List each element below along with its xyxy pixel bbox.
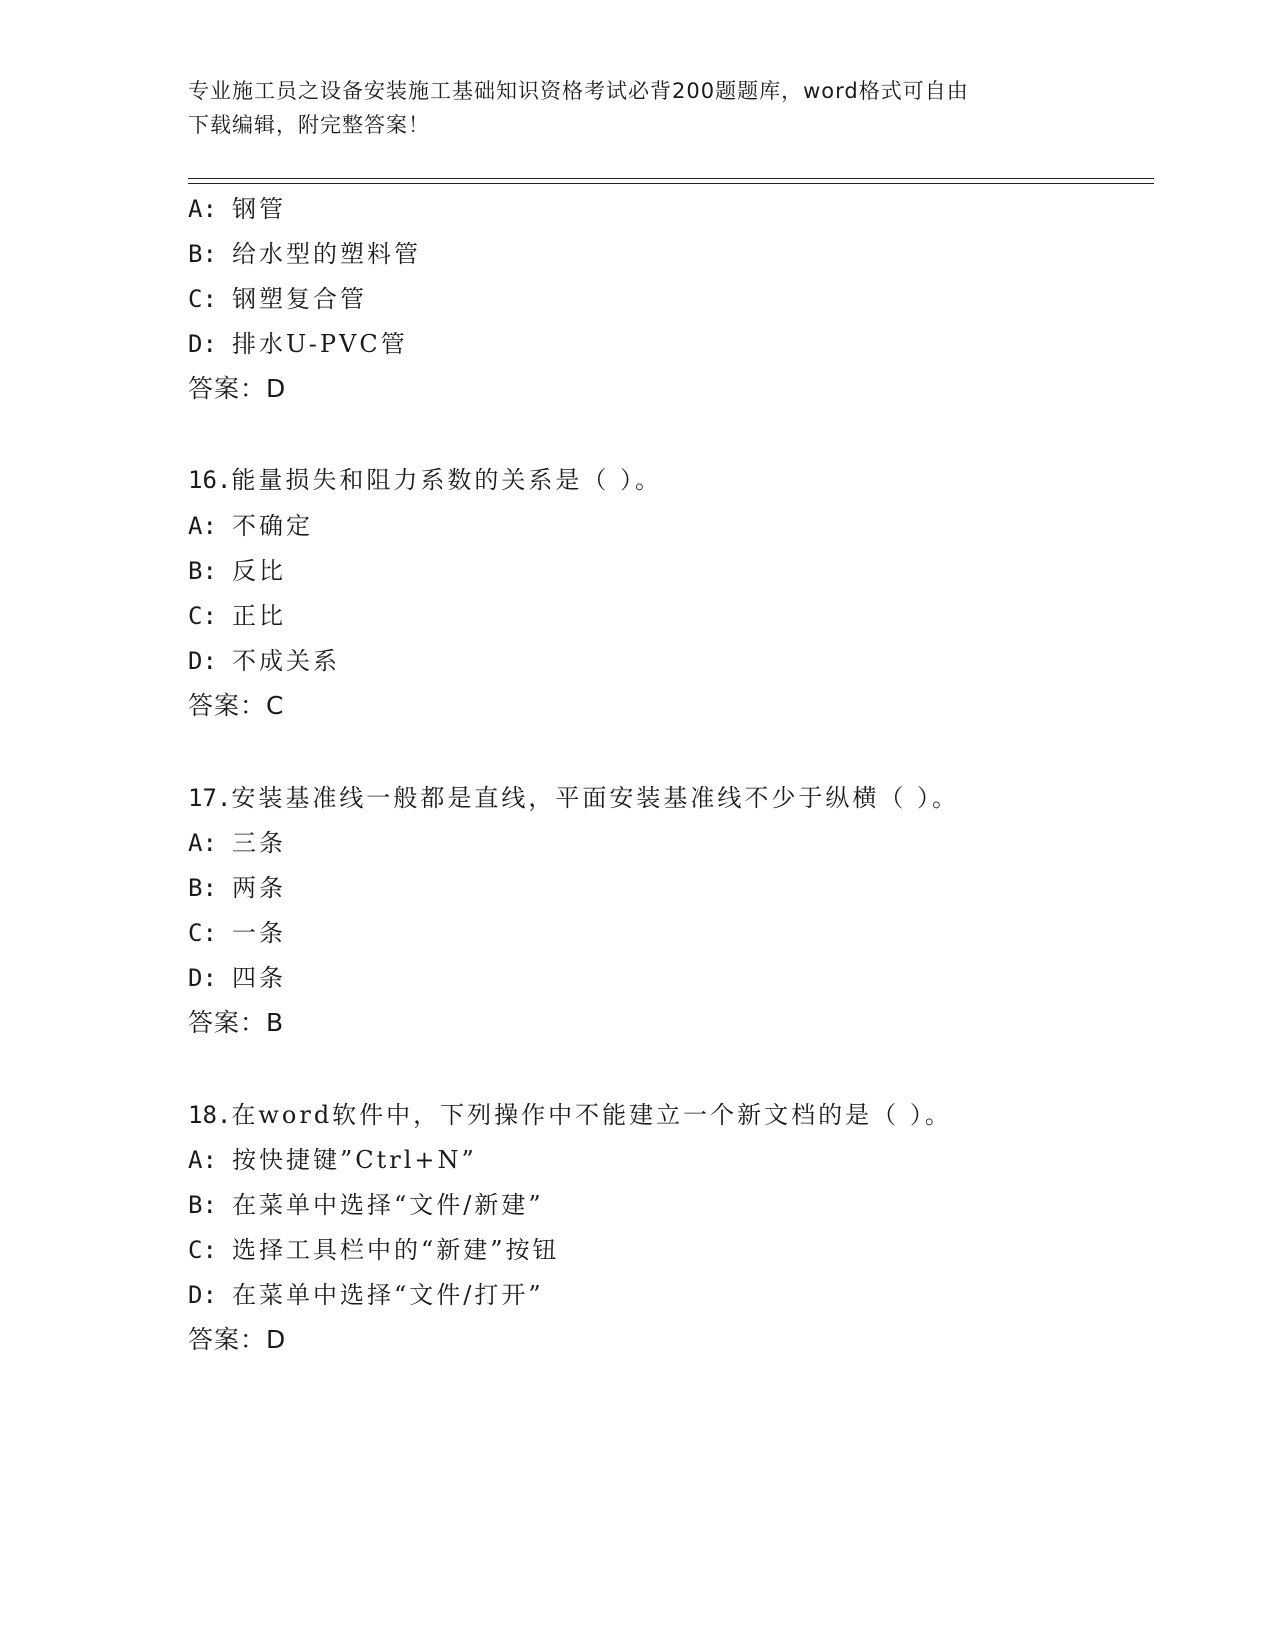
q16-answer: 答案：C bbox=[188, 691, 285, 720]
question-text: 安装基准线一般都是直线，平面安装基准线不少于纵横（ ）。 bbox=[231, 784, 959, 812]
option-label: A: bbox=[188, 195, 217, 223]
q16-option-a bbox=[188, 511, 313, 541]
option-text: 四条 bbox=[232, 964, 286, 992]
q16-option-c bbox=[188, 601, 286, 631]
option-label: B: bbox=[188, 1191, 217, 1219]
option-text: 选择工具栏中的“新建”按钮 bbox=[232, 1236, 560, 1264]
option-text: 不成关系 bbox=[232, 647, 340, 675]
option-text: 一条 bbox=[232, 919, 286, 947]
option-text: 在菜单中选择“文件/新建” bbox=[232, 1191, 544, 1219]
q18-option-c bbox=[188, 1235, 560, 1265]
option-text: 按快捷键”Ctrl+N” bbox=[232, 1146, 477, 1174]
option-label: C: bbox=[188, 919, 217, 947]
option-text: 给水型的塑料管 bbox=[232, 240, 421, 268]
q17-option-a bbox=[188, 828, 286, 858]
q18-answer: 答案：D bbox=[188, 1325, 287, 1354]
header-divider-top bbox=[188, 178, 1154, 179]
q15-answer: 答案：D bbox=[188, 374, 287, 403]
option-label: D: bbox=[188, 1281, 217, 1309]
q18-option-b bbox=[188, 1190, 544, 1220]
q17-option-c bbox=[188, 918, 286, 948]
question-number: 18. bbox=[188, 1101, 232, 1129]
option-label: C: bbox=[188, 602, 217, 630]
option-text: 钢塑复合管 bbox=[232, 285, 367, 313]
q15-option-c bbox=[188, 284, 367, 314]
header-line-2: 下载编辑，附完整答案！ bbox=[188, 113, 430, 137]
option-text: 排水U-PVC管 bbox=[232, 330, 408, 358]
q17-stem bbox=[188, 783, 959, 813]
q17-option-b bbox=[188, 873, 286, 903]
q16-stem bbox=[188, 465, 662, 495]
option-label: C: bbox=[188, 1236, 217, 1264]
q17-option-d bbox=[188, 963, 286, 993]
question-text: 在word软件中，下列操作中不能建立一个新文档的是（ ）。 bbox=[231, 1101, 952, 1129]
option-label: D: bbox=[188, 964, 217, 992]
question-number: 16. bbox=[188, 466, 232, 494]
option-text: 正比 bbox=[232, 602, 286, 630]
option-label: D: bbox=[188, 647, 217, 675]
q18-option-a bbox=[188, 1145, 477, 1175]
q15-option-a bbox=[188, 194, 286, 224]
q18-stem bbox=[188, 1100, 952, 1130]
q15-option-d bbox=[188, 329, 408, 359]
header-line-1: 专业施工员之设备安装施工基础知识资格考试必背200题题库，word格式可自由 bbox=[188, 79, 969, 103]
option-text: 在菜单中选择“文件/打开” bbox=[232, 1281, 544, 1309]
q16-option-d bbox=[188, 646, 340, 676]
option-text: 不确定 bbox=[232, 512, 313, 540]
q15-option-b bbox=[188, 239, 421, 269]
document-header bbox=[188, 74, 1088, 142]
option-text: 钢管 bbox=[232, 195, 286, 223]
q18-option-d bbox=[188, 1280, 544, 1310]
option-label: C: bbox=[188, 285, 217, 313]
q17-answer: 答案：B bbox=[188, 1008, 285, 1037]
option-label: B: bbox=[188, 240, 217, 268]
option-text: 两条 bbox=[232, 874, 286, 902]
option-label: A: bbox=[188, 512, 217, 540]
option-text: 反比 bbox=[232, 557, 286, 585]
option-label: A: bbox=[188, 829, 217, 857]
option-label: B: bbox=[188, 557, 217, 585]
question-text: 能量损失和阻力系数的关系是（ ）。 bbox=[231, 466, 662, 494]
header-divider-bottom bbox=[188, 183, 1154, 184]
question-number: 17. bbox=[188, 784, 232, 812]
option-text: 三条 bbox=[232, 829, 286, 857]
option-label: A: bbox=[188, 1146, 217, 1174]
option-label: B: bbox=[188, 874, 217, 902]
q16-option-b bbox=[188, 556, 286, 586]
option-label: D: bbox=[188, 330, 217, 358]
